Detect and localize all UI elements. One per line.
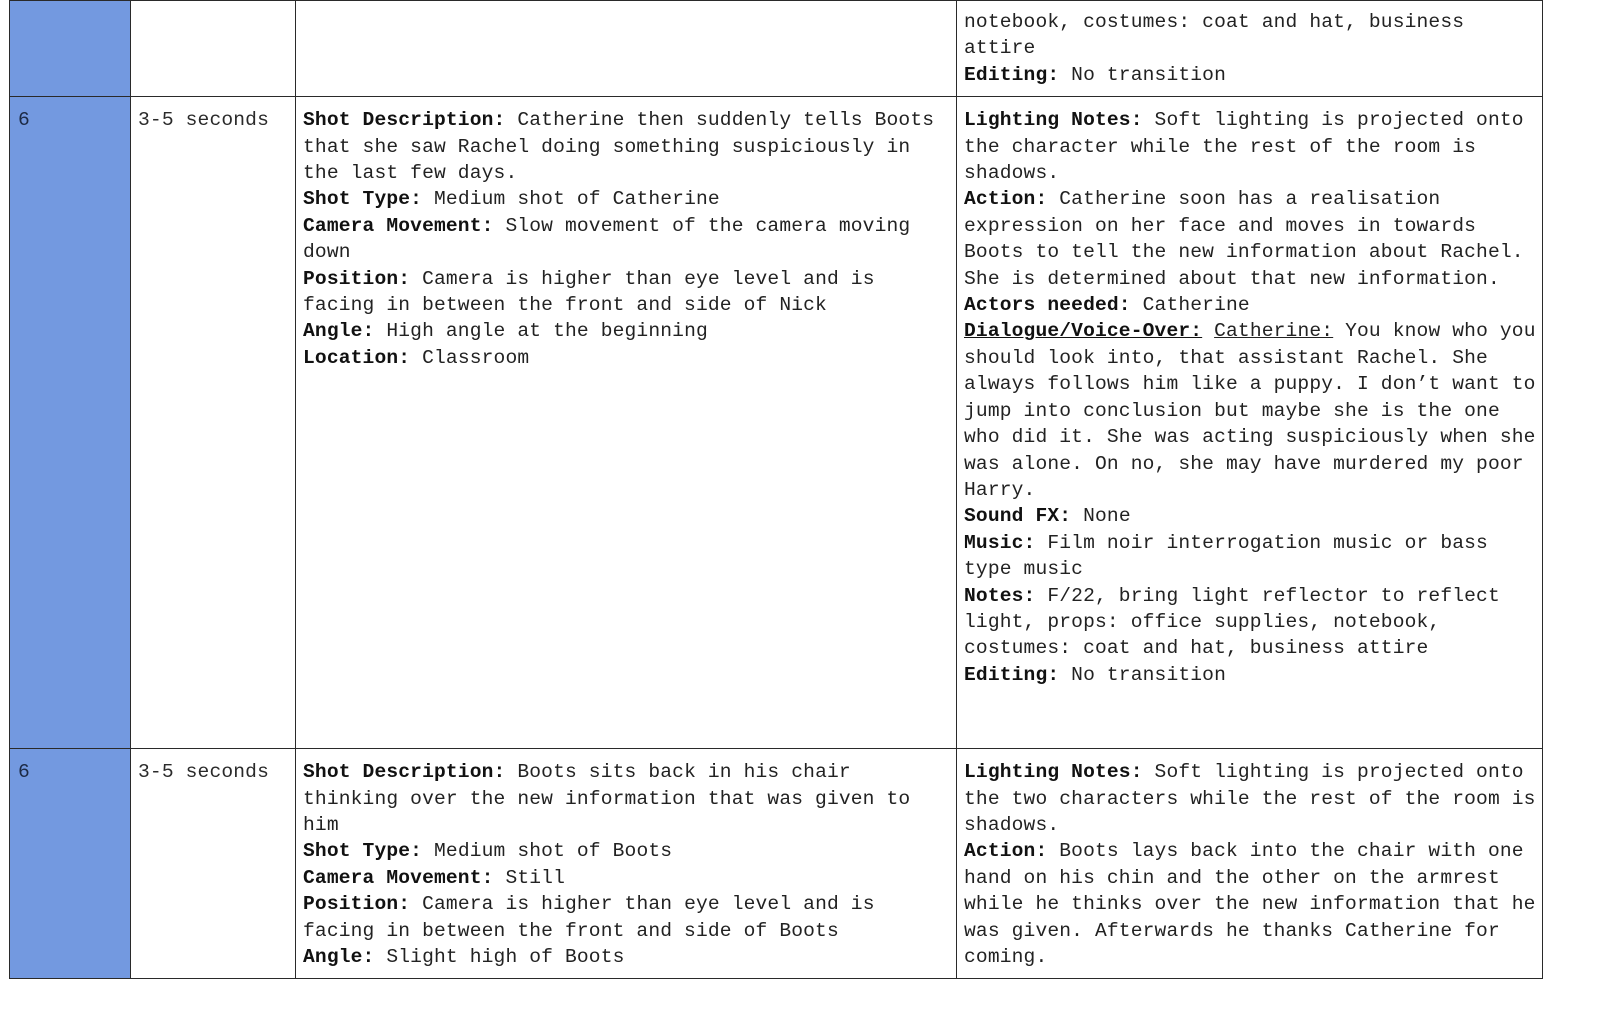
camera-movement-line: Camera Movement: Still	[303, 866, 565, 889]
table-row	[10, 97, 1543, 749]
sound-fx-line: Sound FX: None	[964, 505, 1131, 528]
dialogue-line: Dialogue/Voice-Over: Catherine: You know who you should look into, that assistant Rachel. She always follows him like a puppy. I don’t want to jump into conclusion but maybe she is the one who did it. She was acting suspiciously when she was alone. On no, she may have murdered my poor Harry.	[964, 320, 1548, 501]
storyboard-table	[9, 0, 1548, 979]
production-notes-cell	[957, 1, 1543, 97]
angle-line: Angle: Slight high of Boots	[303, 946, 625, 969]
shot-details-cell	[296, 97, 957, 749]
action-line: Action: Catherine soon has a realisation expression on her face and moves in towards Boots to tell the new information about Rachel. She is determined about that new information.	[964, 188, 1536, 290]
dialogue-speaker: Catherine:	[1214, 320, 1334, 343]
shot-type-line: Shot Type: Medium shot of Boots	[303, 840, 673, 863]
shot-description-line: Shot Description: Boots sits back in his chair thinking over the new information that was given to him	[303, 761, 923, 837]
shot-description-line: Shot Description: Catherine then suddenly tells Boots that she saw Rachel doing something suspiciously in the last few days.	[303, 109, 947, 185]
scene-number-cell: 6	[10, 749, 131, 979]
production-notes-cell	[957, 97, 1548, 749]
duration-cell	[131, 1, 296, 97]
shot-details-cell	[296, 1, 957, 97]
lighting-notes-line: Lighting Notes: Soft lighting is projected onto the character while the rest of the room is shadows.	[964, 109, 1536, 185]
angle-line: Angle: High angle at the beginning	[303, 320, 708, 343]
position-line: Position: Camera is higher than eye level and is facing in between the front and side of Nick	[303, 267, 887, 317]
shot-details-cell	[296, 749, 957, 979]
actors-needed-line: Actors needed: Catherine	[964, 294, 1250, 317]
scene-number-cell: 6	[10, 97, 131, 749]
camera-movement-line: Camera Movement: Slow movement of the camera moving down	[303, 214, 923, 264]
location-line: Location: Classroom	[303, 346, 530, 369]
lighting-notes-line: Lighting Notes: Soft lighting is projected onto the two characters while the rest of the room is shadows.	[964, 761, 1548, 837]
table-row	[10, 749, 1543, 979]
table-row	[10, 1, 1543, 97]
position-line: Position: Camera is higher than eye level and is facing in between the front and side of Boots	[303, 893, 887, 942]
production-notes-cell	[957, 749, 1548, 979]
scene-number-cell	[10, 1, 131, 97]
editing-line: Editing: No transition	[964, 63, 1226, 86]
shot-type-line: Shot Type: Medium shot of Catherine	[303, 188, 720, 211]
duration-cell: 3-5 seconds	[131, 97, 296, 749]
action-line: Action: Boots lays back into the chair with one hand on his chin and the other on the armrest while he thinks over the new information that he was given. Afterwards he thanks Catherine for coming.	[964, 840, 1548, 969]
notes-line: notebook, costumes: coat and hat, business attire	[964, 11, 1477, 60]
notes-line: Notes: F/22, bring light reflector to reflect light, props: office supplies, notebook, costumes: coat and hat, business attire	[964, 584, 1512, 660]
music-line: Music: Film noir interrogation music or bass type music	[964, 531, 1500, 581]
editing-line: Editing: No transition	[964, 663, 1226, 686]
duration-cell: 3-5 seconds	[131, 749, 296, 979]
